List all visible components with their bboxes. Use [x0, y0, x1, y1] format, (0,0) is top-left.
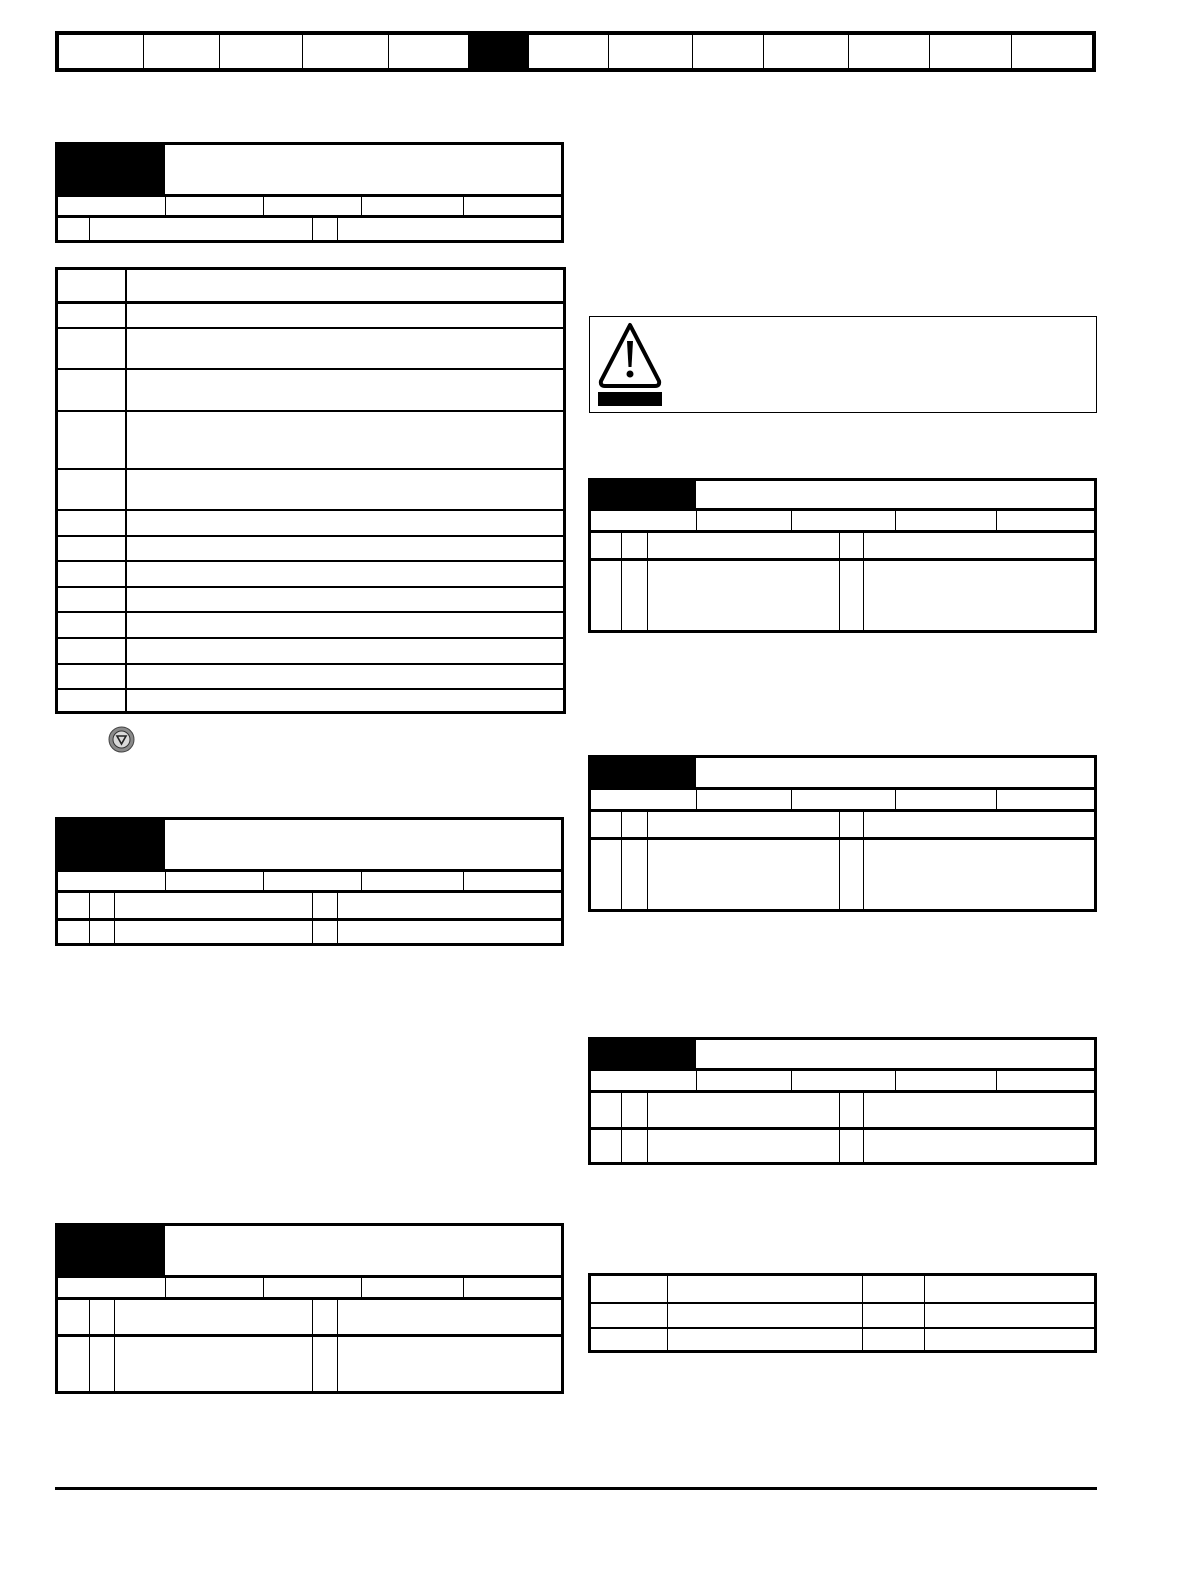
chapter-tab-7[interactable]: [529, 35, 609, 68]
parameter-table-5: [588, 755, 1097, 912]
parameter-table-1: [55, 142, 564, 243]
parameter-table-4: [588, 478, 1097, 633]
parameter-table-2: [55, 817, 564, 946]
parameter-default-row: [591, 1127, 1094, 1162]
summary-table: [588, 1273, 1097, 1353]
chapter-tab-3[interactable]: [220, 35, 303, 68]
parameter-default-row: [591, 837, 1094, 909]
parameter-number-cell: [591, 481, 696, 508]
table-row: [58, 637, 563, 665]
chapter-tab-bar: [55, 31, 1096, 72]
chapter-tab-5[interactable]: [389, 35, 470, 68]
parameter-header: [591, 758, 1094, 790]
table-row: [58, 688, 563, 711]
parameter-header: [58, 145, 561, 197]
chapter-tab-6-active[interactable]: [469, 35, 529, 68]
parameter-range-row: [58, 1297, 561, 1337]
chapter-tab-1[interactable]: [59, 35, 144, 68]
chapter-tab-11[interactable]: [849, 35, 930, 68]
parameter-default-row: [591, 558, 1094, 630]
value-description-table: [55, 267, 566, 714]
chapter-tab-13[interactable]: [1012, 35, 1092, 68]
parameter-range-row: [591, 1090, 1094, 1130]
chapter-tab-9[interactable]: [693, 35, 765, 68]
stop-reset-key-icon: [108, 726, 135, 753]
chapter-tab-2[interactable]: [144, 35, 221, 68]
table-row: [58, 327, 563, 370]
table-row: [58, 368, 563, 412]
parameter-range-row: [58, 890, 561, 921]
parameter-range-row: [591, 530, 1094, 561]
table-row: [58, 586, 563, 613]
parameter-header: [58, 820, 561, 872]
parameter-number-cell: [58, 1226, 165, 1275]
warning-triangle-icon: [597, 321, 663, 407]
table-row: [58, 509, 563, 537]
table-row: [58, 301, 563, 329]
footer-rule: [55, 1487, 1097, 1490]
parameter-header: [591, 1040, 1094, 1071]
parameter-header: [591, 481, 1094, 511]
parameter-table-6: [588, 1037, 1097, 1165]
parameter-table-3: [55, 1223, 564, 1394]
parameter-default-row: [58, 918, 561, 943]
table-row: [58, 468, 563, 511]
table-row: [58, 663, 563, 690]
table-row: [58, 560, 563, 588]
chapter-tab-8[interactable]: [609, 35, 693, 68]
warning-box: [589, 316, 1097, 413]
table-row: [58, 535, 563, 562]
table-row: [591, 1302, 1094, 1329]
parameter-default-row: [58, 1334, 561, 1391]
parameter-number-cell: [58, 820, 165, 869]
table-row: [58, 410, 563, 470]
parameter-number-cell: [591, 758, 696, 787]
chapter-tab-10[interactable]: [764, 35, 849, 68]
parameter-number-cell: [591, 1040, 696, 1068]
chapter-tab-12[interactable]: [930, 35, 1013, 68]
table-header-row: [591, 1276, 1094, 1304]
table-row: [58, 611, 563, 639]
parameter-range-row: [58, 215, 561, 240]
parameter-header: [58, 1226, 561, 1278]
parameter-range-row: [591, 809, 1094, 840]
table-row: [591, 1327, 1094, 1350]
chapter-tab-4[interactable]: [303, 35, 389, 68]
table-header-row: [58, 270, 563, 304]
parameter-number-cell: [58, 145, 165, 194]
